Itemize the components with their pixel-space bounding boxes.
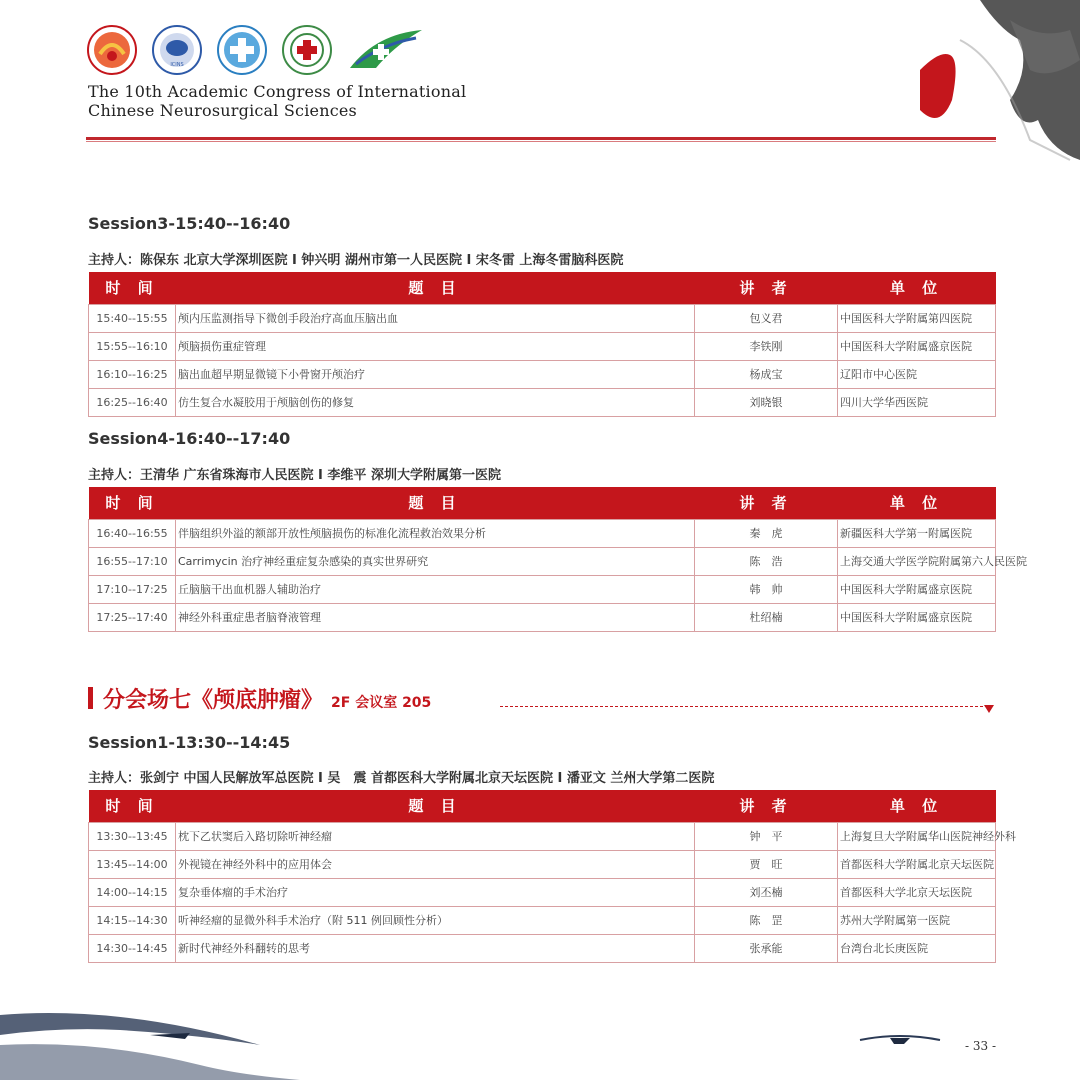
session3-title: Session3-15:40--16:40 [88, 214, 291, 233]
table-row [89, 519, 996, 547]
congress-title [88, 82, 466, 120]
row-speaker: 韩 帅 [695, 575, 838, 603]
association-logo-icon [86, 24, 138, 76]
svg-text:ICINS: ICINS [170, 62, 184, 68]
row-time: 16:10--16:25 [89, 360, 176, 388]
row-time: 14:30--14:45 [89, 934, 176, 962]
page-number: - 33 - [964, 1039, 996, 1053]
row-unit: 首都医科大学附属北京天坛医院 [838, 850, 996, 878]
col-title: 题 目 [176, 272, 695, 304]
table-header-row [89, 487, 996, 519]
row-time: 14:00--14:15 [89, 878, 176, 906]
row-title: Carrimycin 治疗神经重症复杂感染的真实世界研究 [176, 547, 695, 575]
venue-triangle-icon [984, 705, 994, 713]
row-title: 新时代神经外科翻转的思考 [176, 934, 695, 962]
row-title: 颅脑损伤重症管理 [176, 332, 695, 360]
table-row [89, 388, 996, 416]
hospital-emblem-icon [281, 24, 333, 76]
row-speaker: 张承能 [695, 934, 838, 962]
session4-table [88, 487, 1027, 632]
row-unit: 中国医科大学附属盛京医院 [838, 332, 996, 360]
session3-hosts: 主持人：陈保东 北京大学深圳医院 I 钟兴明 湖州市第一人民医院 I 宋冬雷 上海冬雷脑科医院 [88, 253, 624, 268]
row-unit: 新疆医科大学第一附属医院 [838, 519, 996, 547]
row-time: 15:55--16:10 [89, 332, 176, 360]
green-cross-logo-icon [346, 24, 426, 76]
venue-marker [88, 687, 93, 709]
row-title: 脑出血超早期显微镜下小骨窗开颅治疗 [176, 360, 695, 388]
session4-title: Session4-16:40--17:40 [88, 429, 291, 448]
table-row [89, 360, 996, 388]
row-title: 仿生复合水凝胶用于颅脑创伤的修复 [176, 388, 695, 416]
row-time: 13:45--14:00 [89, 850, 176, 878]
col-unit: 单 位 [838, 790, 996, 822]
row-title: 外视镜在神经外科中的应用体会 [176, 850, 695, 878]
row-speaker: 贾 旺 [695, 850, 838, 878]
row-unit: 苏州大学附属第一医院 [838, 906, 996, 934]
col-time: 时 间 [89, 790, 176, 822]
table-row [89, 850, 996, 878]
col-time: 时 间 [89, 272, 176, 304]
mountain-seal-decoration [920, 0, 1080, 165]
venue-heading [88, 683, 431, 714]
medical-cross-logo-icon [216, 24, 268, 76]
col-title: 题 目 [176, 487, 695, 519]
table-row [89, 934, 996, 962]
row-time: 13:30--13:45 [89, 822, 176, 850]
table-header-row [89, 272, 996, 304]
row-time: 15:40--15:55 [89, 304, 176, 332]
row-time: 14:15--14:30 [89, 906, 176, 934]
row-unit: 上海交通大学医学院附属第六人民医院 [838, 547, 996, 575]
table-row [89, 906, 996, 934]
row-speaker: 李铁刚 [695, 332, 838, 360]
row-unit: 上海复旦大学附属华山医院神经外科 [838, 822, 996, 850]
table-row [89, 547, 996, 575]
row-unit: 首都医科大学北京天坛医院 [838, 878, 996, 906]
row-title: 听神经瘤的显微外科手术治疗（附 511 例回顾性分析） [176, 906, 695, 934]
seal-char: 悟 [961, 66, 995, 104]
session1-title: Session1-13:30--14:45 [88, 733, 291, 752]
congress-title-line2: Chinese Neurosurgical Sciences [88, 101, 357, 120]
row-speaker: 钟 平 [695, 822, 838, 850]
col-time: 时 间 [89, 487, 176, 519]
boat-ink-icon [860, 1018, 940, 1058]
col-speaker: 讲 者 [695, 272, 838, 304]
row-unit: 台湾台北长庚医院 [838, 934, 996, 962]
session1-table [88, 790, 1016, 963]
row-title: 神经外科重症患者脑脊液管理 [176, 603, 695, 631]
row-time: 17:10--17:25 [89, 575, 176, 603]
row-speaker: 刘丕楠 [695, 878, 838, 906]
ICINS-logo-icon [151, 24, 203, 76]
row-title: 颅内压监测指导下微创手段治疗高血压脑出血 [176, 304, 695, 332]
row-time: 16:25--16:40 [89, 388, 176, 416]
row-title: 丘脑脑干出血机器人辅助治疗 [176, 575, 695, 603]
venue-room: 2F 会议室 205 [331, 695, 432, 711]
table-row [89, 575, 996, 603]
row-speaker: 杨成宝 [695, 360, 838, 388]
col-unit: 单 位 [838, 272, 996, 304]
row-time: 16:40--16:55 [89, 519, 176, 547]
table-header-row [89, 790, 996, 822]
venue-dotted-rule [500, 706, 988, 707]
row-unit: 中国医科大学附属盛京医院 [838, 575, 996, 603]
row-title: 伴脑组织外溢的额部开放性颅脑损伤的标准化流程救治效果分析 [176, 519, 695, 547]
header-divider-thin [86, 141, 996, 142]
row-unit: 中国医科大学附属第四医院 [838, 304, 996, 332]
seal-icon [920, 54, 956, 118]
row-speaker: 刘晓银 [695, 388, 838, 416]
venue-title: 分会场七《颅底肿瘤》 [103, 688, 324, 713]
table-row [89, 603, 996, 631]
ink-brush-decoration [0, 985, 300, 1080]
col-speaker: 讲 者 [695, 790, 838, 822]
congress-title-line1: The 10th Academic Congress of International [88, 82, 467, 101]
row-title: 枕下乙状窦后入路切除听神经瘤 [176, 822, 695, 850]
col-title: 题 目 [176, 790, 695, 822]
row-unit: 四川大学华西医院 [838, 388, 996, 416]
table-row [89, 822, 996, 850]
row-speaker: 陈 罡 [695, 906, 838, 934]
col-speaker: 讲 者 [695, 487, 838, 519]
col-unit: 单 位 [838, 487, 996, 519]
row-speaker: 陈 浩 [695, 547, 838, 575]
table-row [89, 332, 996, 360]
session3-table [88, 272, 996, 417]
row-time: 17:25--17:40 [89, 603, 176, 631]
row-unit: 辽阳市中心医院 [838, 360, 996, 388]
row-speaker: 杜绍楠 [695, 603, 838, 631]
row-title: 复杂垂体瘤的手术治疗 [176, 878, 695, 906]
row-unit: 中国医科大学附属盛京医院 [838, 603, 996, 631]
row-time: 16:55--17:10 [89, 547, 176, 575]
row-speaker: 秦 虎 [695, 519, 838, 547]
table-row [89, 304, 996, 332]
header-divider [86, 137, 996, 140]
session1-hosts: 主持人：张剑宁 中国人民解放军总医院 I 吴 震 首都医科大学附属北京天坛医院 I 潘亚文 兰州大学第二医院 [88, 771, 715, 786]
session4-hosts: 主持人：王清华 广东省珠海市人民医院 I 李维平 深圳大学附属第一医院 [88, 468, 501, 483]
row-speaker: 包义君 [695, 304, 838, 332]
table-row [89, 878, 996, 906]
